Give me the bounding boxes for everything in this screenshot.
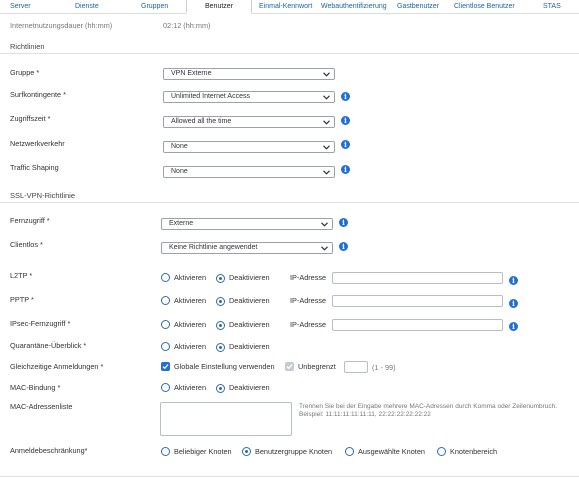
mac-list-textarea[interactable] [160, 402, 292, 436]
fernzugriff-label: Fernzugriff * [10, 216, 50, 225]
beliebiger-knoten-radio[interactable] [161, 447, 170, 456]
chevron-down-icon [323, 95, 330, 100]
pptp-aktivieren-radio[interactable] [161, 296, 170, 305]
gruppe-select[interactable] [163, 68, 335, 80]
info-icon[interactable]: i [341, 92, 350, 101]
mac-binding-deaktivieren-radio[interactable] [216, 384, 225, 393]
mac-list-label: MAC-Adressenliste [10, 402, 73, 411]
pptp-deaktivieren-radio[interactable] [216, 297, 225, 306]
divider [0, 476, 579, 477]
beliebiger-knoten-label: Beliebiger Knoten [174, 447, 232, 456]
chevron-down-icon [321, 222, 328, 227]
chevron-down-icon [323, 120, 330, 125]
traffic-shaping-label: Traffic Shaping [10, 163, 59, 172]
quarantine-aktivieren-label: Aktivieren [174, 342, 207, 351]
pptp-label: PPTP * [10, 295, 34, 304]
section-richtlinien [0, 40, 579, 54]
tab-bar [0, 0, 579, 14]
info-icon[interactable]: i [341, 140, 350, 149]
ipsec-deaktivieren-radio[interactable] [216, 321, 225, 330]
netzwerkverkehr-value: None [171, 143, 188, 150]
knotenbereich-label: Knotenbereich [450, 447, 498, 456]
mac-help-line2: Beispiel: 11:11:11:11:11:11, 22:22:22:22:22:22 [299, 411, 431, 418]
chevron-down-icon [323, 145, 330, 150]
ipsec-aktivieren-radio[interactable] [161, 320, 170, 329]
tab-webauthentifizierung[interactable]: Webauthentifizierung [321, 3, 387, 10]
tab-benutzer[interactable]: Benutzer [186, 0, 252, 14]
tab-gruppen[interactable]: Gruppen [141, 3, 169, 10]
mac-binding-deaktivieren-label: Deaktivieren [229, 383, 270, 392]
global-setting-checkbox[interactable] [161, 362, 170, 371]
surfkontingente-select[interactable] [163, 91, 335, 103]
ausgewaehlte-knoten-radio[interactable] [345, 447, 354, 456]
info-icon[interactable]: i [509, 299, 518, 308]
quarantine-deaktivieren-label: Deaktivieren [229, 342, 270, 351]
info-icon[interactable]: i [509, 276, 518, 285]
l2tp-deaktivieren-radio[interactable] [216, 274, 225, 283]
gruppe-label: Gruppe * [10, 68, 40, 77]
ipsec-aktivieren-label: Aktivieren [174, 320, 207, 329]
checkmark-icon [286, 363, 293, 370]
netzwerkverkehr-select[interactable] [163, 141, 335, 153]
info-icon[interactable]: i [339, 242, 348, 251]
clientlos-value: Keine Richtlinie angewendet [169, 244, 258, 251]
simultaneous-count-input[interactable] [344, 361, 368, 373]
traffic-shaping-value: None [171, 168, 188, 175]
chevron-down-icon [321, 246, 328, 251]
mac-help-line1: Trennen Sie bei der Eingabe mehrere MAC-Adressen durch Komma oder Zeilenumbruch. [299, 403, 558, 410]
unlimited-label: Unbegrenzt [298, 362, 336, 371]
section-ssl-vpn [0, 189, 579, 203]
internet-usage-label: Internetnutzungsdauer (hh:mm) [10, 21, 113, 30]
traffic-shaping-select[interactable] [163, 166, 335, 178]
l2tp-aktivieren-radio[interactable] [161, 273, 170, 282]
ipsec-label: IPsec-Fernzugriff * [10, 319, 71, 328]
clientlos-select[interactable] [161, 242, 333, 254]
ausgewaehlte-knoten-label: Ausgewählte Knoten [358, 447, 425, 456]
section-title: SSL-VPN-Richtlinie [10, 191, 76, 200]
fernzugriff-value: Externe [169, 220, 194, 227]
checkmark-icon [162, 363, 169, 370]
mac-binding-aktivieren-radio[interactable] [161, 383, 170, 392]
quarantine-label: Quarantäne-Überblick * [10, 341, 87, 350]
range-hint: (1 - 99) [372, 363, 396, 372]
section-title: Richtlinien [10, 42, 45, 51]
ipsec-deaktivieren-label: Deaktivieren [229, 320, 270, 329]
info-icon[interactable]: i [509, 322, 518, 331]
surfkontingente-label: Surfkontingente * [10, 90, 66, 99]
l2tp-ip-label: IP-Adresse [290, 273, 327, 282]
chevron-down-icon [323, 72, 330, 77]
pptp-deaktivieren-label: Deaktivieren [229, 296, 270, 305]
info-icon[interactable]: i [341, 165, 350, 174]
pptp-ip-input[interactable] [332, 295, 503, 307]
zugriffszeit-label: Zugriffszeit * [10, 114, 51, 123]
tab-gastbenutzer[interactable]: Gastbenutzer [397, 3, 440, 10]
ipsec-ip-input[interactable] [332, 319, 503, 331]
benutzergruppe-knoten-radio[interactable] [242, 447, 251, 456]
login-restriction-label: Anmeldebeschränkung* [10, 446, 88, 455]
internet-usage-value: 02:12 (hh:mm) [163, 21, 211, 30]
mac-binding-aktivieren-label: Aktivieren [174, 383, 207, 392]
unlimited-checkbox[interactable] [285, 362, 294, 371]
tab-dienste[interactable]: Dienste [75, 3, 99, 10]
zugriffszeit-select[interactable] [163, 116, 335, 128]
pptp-ip-label: IP-Adresse [290, 296, 327, 305]
tab-server[interactable]: Server [10, 3, 31, 10]
l2tp-aktivieren-label: Aktivieren [174, 273, 207, 282]
l2tp-ip-input[interactable] [332, 272, 503, 284]
netzwerkverkehr-label: Netzwerkverkehr [10, 139, 65, 148]
gruppe-value: VPN Externe [171, 70, 212, 77]
simultaneous-logins-label: Gleichzeitige Anmeldungen * [10, 362, 104, 371]
benutzergruppe-knoten-label: Benutzergruppe Knoten [255, 447, 333, 456]
l2tp-label: L2TP * [10, 271, 33, 280]
info-icon[interactable]: i [341, 116, 350, 125]
tab-clientlose-benutzer[interactable]: Clientlose Benutzer [454, 3, 515, 10]
mac-binding-label: MAC-Bindung * [10, 383, 61, 392]
knotenbereich-radio[interactable] [437, 447, 446, 456]
chevron-down-icon [323, 170, 330, 175]
info-icon[interactable]: i [339, 218, 348, 227]
zugriffszeit-value: Allowed all the time [171, 118, 232, 125]
ipsec-ip-label: IP-Adresse [290, 320, 327, 329]
global-setting-label: Globale Einstellung verwenden [174, 362, 275, 371]
fernzugriff-select[interactable] [161, 218, 333, 230]
quarantine-aktivieren-radio[interactable] [161, 342, 170, 351]
quarantine-deaktivieren-radio[interactable] [216, 343, 225, 352]
l2tp-deaktivieren-label: Deaktivieren [229, 273, 270, 282]
tab-einmal-kennwort[interactable]: Einmal-Kennwort [259, 3, 313, 10]
surfkontingente-value: Unlimited Internet Access [171, 93, 250, 100]
pptp-aktivieren-label: Aktivieren [174, 296, 207, 305]
clientlos-label: Clientlos * [10, 240, 43, 249]
tab-stas[interactable]: STAS [543, 3, 561, 10]
